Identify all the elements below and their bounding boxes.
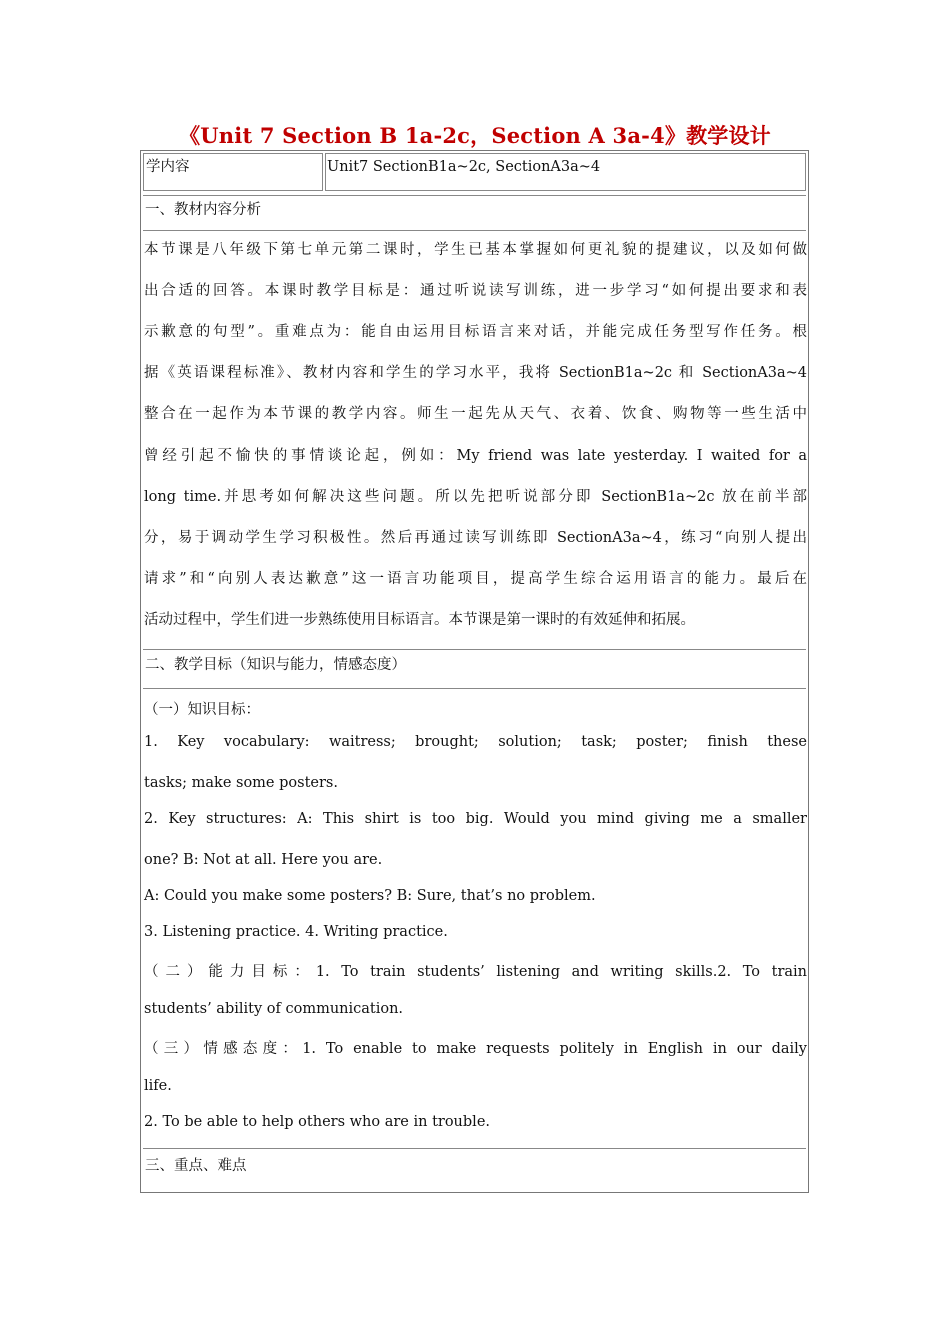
paragraph-line: 曾经引起不愉快的事情谈论起，例如：My friend was late yesterday. I waited for a [144, 448, 807, 464]
objective-line: 3. Listening practice. 4. Writing practice. [144, 924, 448, 940]
objective-line: （二）能力目标：1. To train students’ listening and writing skills.2. To train [144, 964, 807, 980]
section-2-heading: 二、教学目标（知识与能力，情感态度） [145, 657, 406, 673]
objective-line: tasks; make some posters. [144, 775, 338, 791]
objective-line: （三）情感态度：1. To enable to make requests politely in English in our daily [144, 1041, 807, 1057]
objective-line: （一）知识目标： [144, 702, 260, 718]
section-3-heading: 三、重点、难点 [145, 1158, 247, 1174]
paragraph-line: 活动过程中，学生们进一步熟练使用目标语言。本节课是第一课时的有效延伸和拓展。 [144, 612, 695, 628]
content-value: Unit7 SectionB1a~2c, SectionA3a~4 [327, 159, 601, 175]
paragraph-line: 整合在一起作为本节课的教学内容。师生一起先从天气、衣着、饮食、购物等一些生活中 [144, 406, 807, 422]
section-1-heading: 一、教材内容分析 [145, 202, 261, 218]
content-label: 学内容 [146, 159, 190, 175]
objective-line: one? B: Not at all. Here you are. [144, 852, 383, 868]
paragraph-line: 示歉意的句型”。重难点为：能自由运用目标语言来对话，并能完成任务型写作任务。根 [144, 324, 807, 340]
paragraph-line: 分，易于调动学生学习积极性。然后再通过读写训练即 SectionA3a~4，练习“向别人提出 [144, 530, 807, 546]
paragraph-line: 本节课是八年级下第七单元第二课时，学生已基本掌握如何更礼貌的提建议，以及如何做 [144, 242, 807, 258]
objective-line: 1. Key vocabulary: waitress; brought; solution; task; poster; finish these [144, 734, 807, 750]
paragraph-line: 据《英语课程标准》、教材内容和学生的学习水平，我将 SectionB1a~2c 和 SectionA3a~4 [144, 365, 807, 381]
objective-line: 2. To be able to help others who are in trouble. [144, 1114, 491, 1130]
objective-line: students’ ability of communication. [144, 1001, 404, 1017]
paragraph-line: long time.并思考如何解决这些问题。所以先把听说部分即 SectionB1a~2c 放在前半部 [144, 489, 807, 505]
objective-line: A: Could you make some posters? B: Sure, that’s no problem. [144, 888, 596, 904]
paragraph-line: 出合适的回答。本课时教学目标是：通过听说读写训练，进一步学习“如何提出要求和表 [144, 283, 807, 299]
objective-line: life. [144, 1078, 172, 1094]
page-title: 《Unit 7 Section B 1a-2c，Section A 3a-4》教学设计 [179, 123, 771, 148]
objective-line: 2. Key structures: A: This shirt is too big. Would you mind giving me a smaller [144, 811, 807, 827]
paragraph-line: 请求”和“向别人表达歉意”这一语言功能项目，提高学生综合运用语言的能力。最后在 [144, 571, 807, 587]
